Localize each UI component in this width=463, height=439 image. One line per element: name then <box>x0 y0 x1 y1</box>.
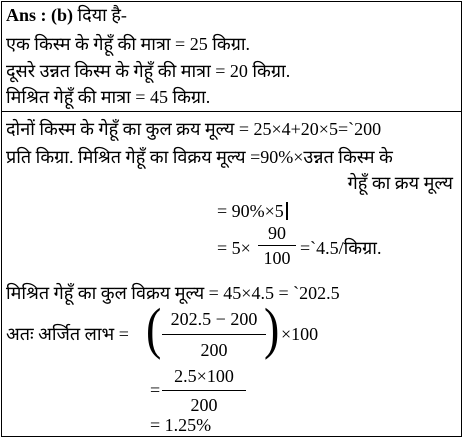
right-paren: ) <box>264 296 280 360</box>
fraction-bar <box>162 390 246 391</box>
profit-numerator: 202.5 − 200 <box>170 309 258 329</box>
step-2-rhs: =`4.5/किग्रा. <box>300 238 382 258</box>
answer-prefix: Ans : <box>6 5 52 25</box>
step-2-fraction <box>258 224 296 267</box>
fraction-bar <box>162 334 266 335</box>
cost-line-3: गेहूँ का क्रय मूल्य <box>347 173 453 193</box>
answer-option: (b) <box>51 5 74 25</box>
step-2-numerator: 90 <box>268 223 286 243</box>
cost-line-2: प्रति किग्रा. मिश्रित गेहूँ का विक्रय मूल्य =90%×उन्नत किस्म के <box>6 147 393 167</box>
given-line-2: दूसरे उन्नत किस्म के गेहूँ की मात्रा = 20 किग्रा. <box>6 61 291 81</box>
profit-label: अतः अर्जित लाभ = <box>6 324 129 344</box>
profit-step-2-denominator: 200 <box>190 395 218 415</box>
profit-multiplier: ×100 <box>281 324 319 344</box>
given-line-1: एक किस्म के गेहूँ की मात्रा = 25 किग्रा. <box>6 34 251 54</box>
left-paren: ( <box>146 296 162 360</box>
answer-suffix: दिया है- <box>73 5 127 25</box>
total-sale-line: मिश्रित गेहूँ का कुल विक्रय मूल्य = 45×4.5 = `202.5 <box>6 283 340 303</box>
profit-step-2-fraction <box>162 367 246 414</box>
step-2-denominator: 100 <box>263 248 291 268</box>
step-2-lhs: = 5× <box>217 238 251 258</box>
solution-box <box>1 1 462 437</box>
profit-step-2-lhs: = <box>150 380 161 400</box>
step-1-text: = 90%×5 <box>217 201 284 221</box>
profit-fraction <box>162 310 266 359</box>
divider-line <box>2 111 461 112</box>
result-line: = 1.25% <box>150 415 212 435</box>
fraction-bar <box>258 245 296 246</box>
given-line-3: मिश्रित गेहूँ की मात्रा = 45 किग्रा. <box>6 87 211 107</box>
answer-line <box>6 6 127 24</box>
step-1 <box>217 202 288 220</box>
profit-step-2-numerator: 2.5×100 <box>174 366 234 386</box>
text-cursor <box>286 202 288 220</box>
profit-denominator: 200 <box>200 340 228 360</box>
cost-line-1: दोनों किस्म के गेहूँ का कुल क्रय मूल्य = 25×4+20×5=`200 <box>6 119 382 139</box>
